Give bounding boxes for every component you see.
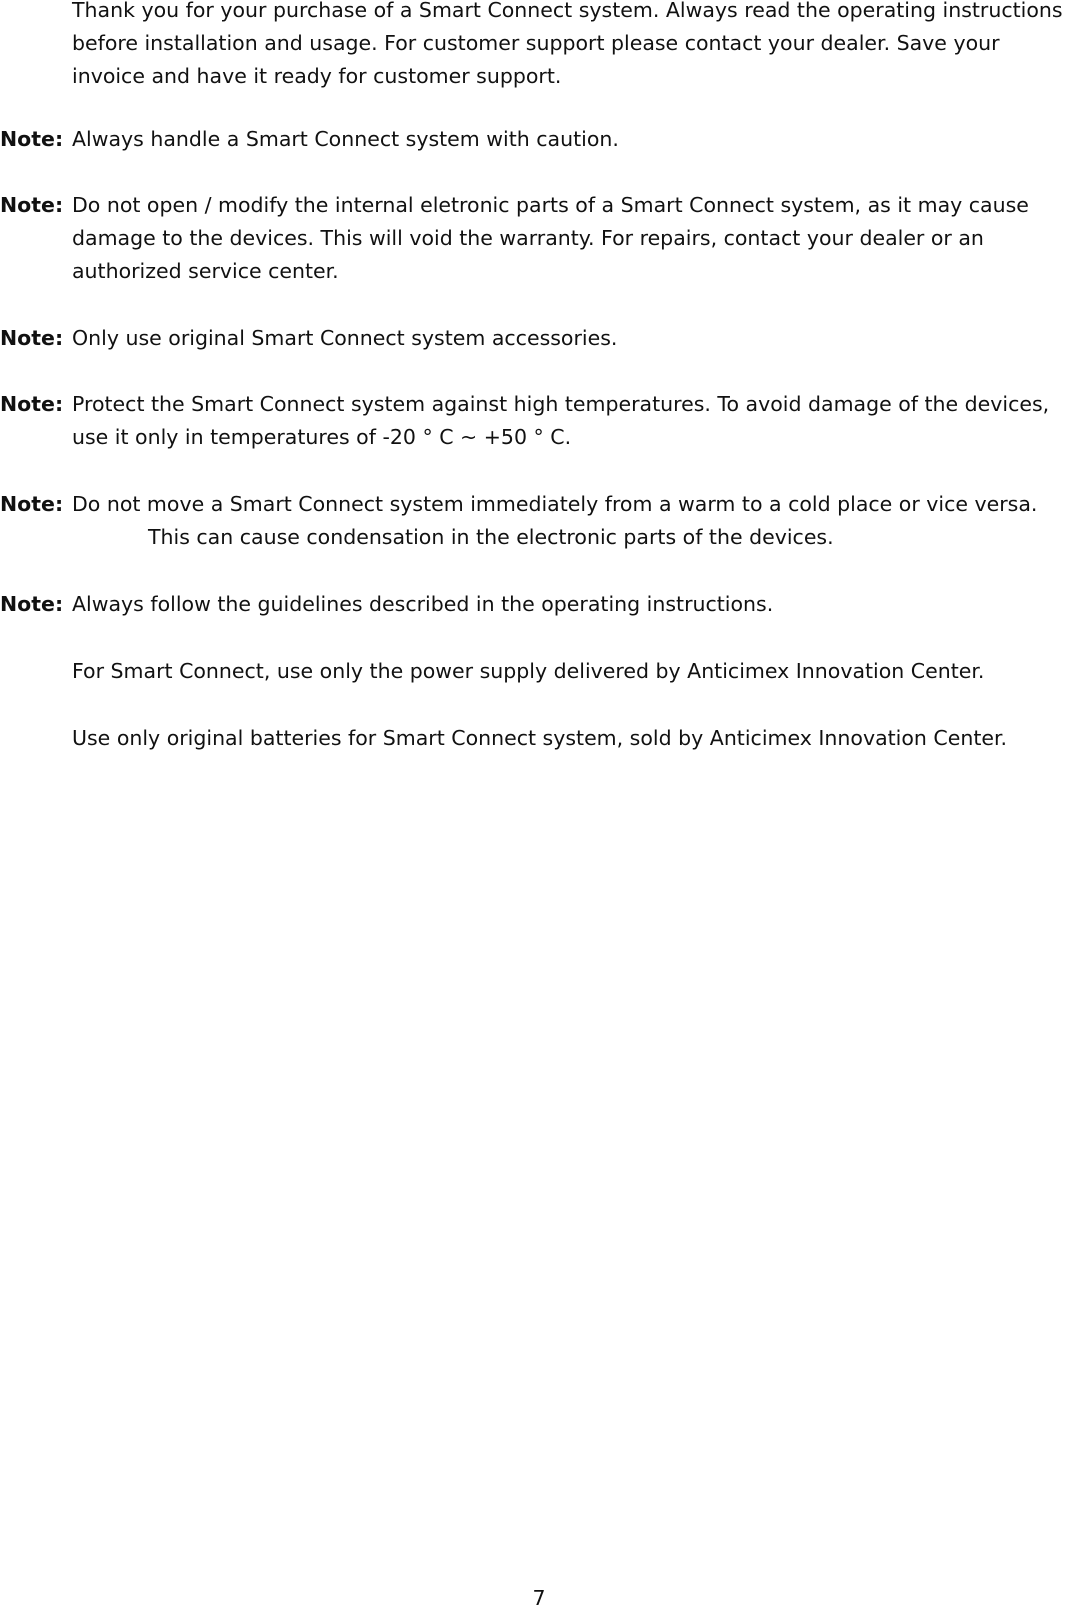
note-line: authorized service center. <box>72 259 339 283</box>
note-label: Note: <box>0 326 64 350</box>
note-label: Note: <box>0 193 64 217</box>
note-line: Do not move a Smart Connect system immediately from a warm to a cold place or vice versa. <box>72 492 1038 516</box>
page-number: 7 <box>532 1586 546 1610</box>
note-line: Do not open / modify the internal eletronic parts of a Smart Connect system, as it may cause <box>72 193 1029 217</box>
note-line: Only use original Smart Connect system accessories. <box>72 326 618 350</box>
intro-line: invoice and have it ready for customer support. <box>72 64 562 88</box>
intro-line: Thank you for your purchase of a Smart Connect system. Always read the operating instructions <box>72 0 1063 22</box>
note-line: use it only in temperatures of -20 ° C ~ +50 ° C. <box>72 425 572 449</box>
note-line: damage to the devices. This will void the warranty. For repairs, contact your dealer or an <box>72 226 984 250</box>
note-line: Always handle a Smart Connect system with caution. <box>72 127 619 151</box>
intro-line: before installation and usage. For customer support please contact your dealer. Save your <box>72 31 1000 55</box>
note-line: Always follow the guidelines described in the operating instructions. <box>72 592 774 616</box>
note-label: Note: <box>0 592 64 616</box>
note-line: This can cause condensation in the electronic parts of the devices. <box>148 525 834 549</box>
note-label: Note: <box>0 492 64 516</box>
paragraph-line: Use only original batteries for Smart Connect system, sold by Anticimex Innovation Center. <box>72 726 1008 750</box>
note-line: Protect the Smart Connect system against high temperatures. To avoid damage of the devices, <box>72 392 1050 416</box>
paragraph-line: For Smart Connect, use only the power supply delivered by Anticimex Innovation Center. <box>72 659 985 683</box>
note-label: Note: <box>0 392 64 416</box>
note-label: Note: <box>0 127 64 151</box>
